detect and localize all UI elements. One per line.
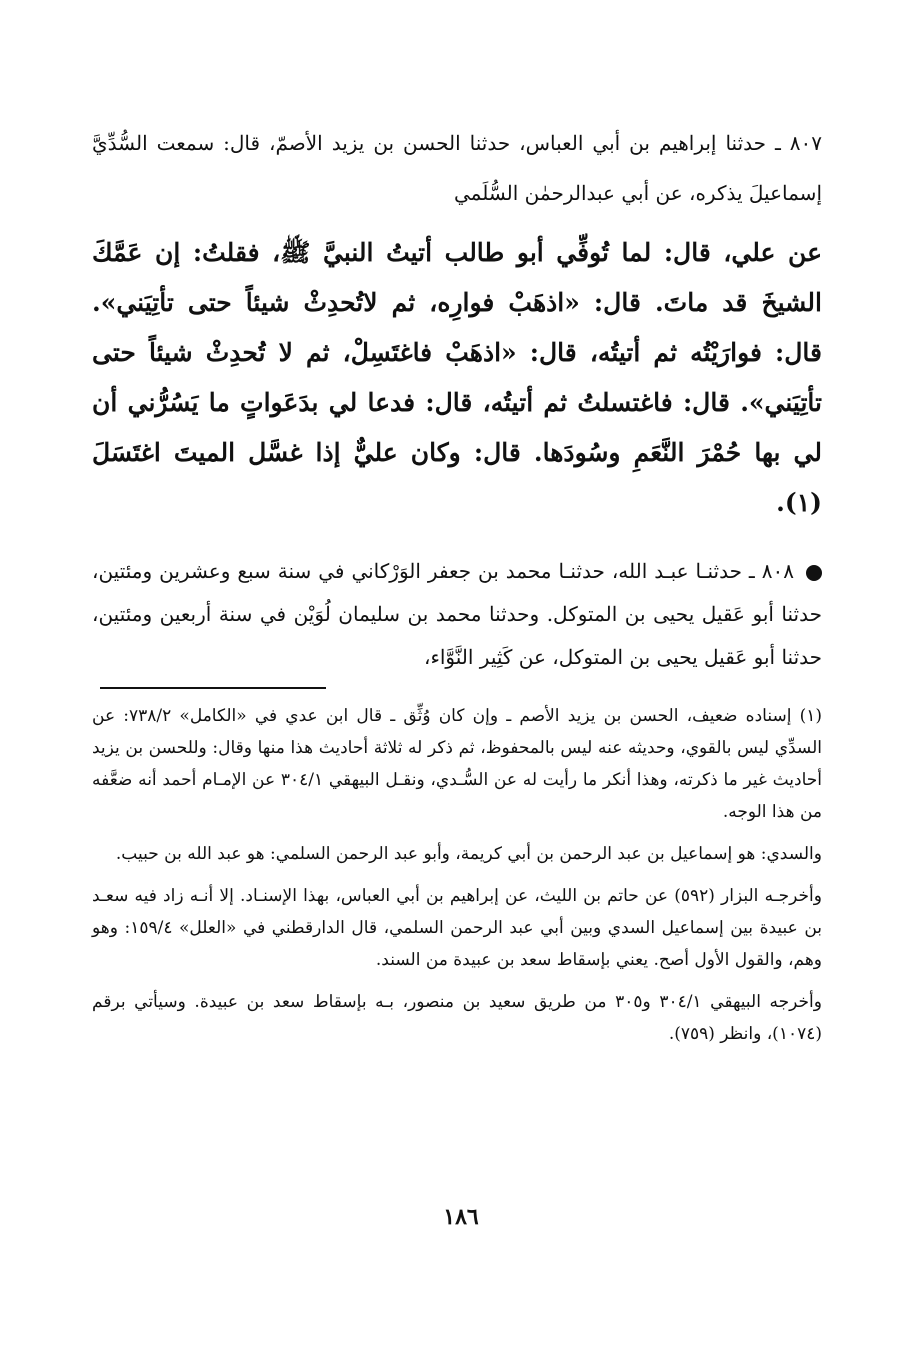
bullet-icon xyxy=(806,565,822,581)
hadith-807-isnad: ٨٠٧ ـ حدثنا إبراهيم بن أبي العباس، حدثنا الحسن بن يزيد الأصمّ، قال: سمعت السُّدِّيَّ إسماعيلَ يذكره، عن أبي عبدالرحمٰن السُّلَمي xyxy=(92,131,822,205)
main-text xyxy=(92,118,822,679)
footnote-1: (١) إسناده ضعيف، الحسن بن يزيد الأصم ـ وإن كان وُثِّق ـ قال ابن عدي في «الكامل» ٧٣٨/٢: عن السدِّي ليس بالقوي، وحديثه عنه ليس بالمحفوظ، ثم ذكر له ثلاثة أحاديث هذا منها وقال: وللحسن بن يزيد أحاديث غير ما ذكرته، وهذا أنكر ما رأيت له عن السُّـدي، ونقـل البيهقي ٣٠٤/١ عن الإمـام أحمد أنه ضعَّفه من هذا الوجه. xyxy=(92,706,822,822)
page-number: ١٨٦ xyxy=(443,1204,479,1230)
footnotes xyxy=(92,700,822,1060)
footnote-1-sadi: والسدي: هو إسماعيل بن عبد الرحمن بن أبي كريمة، وأبو عبد الرحمن السلمي: هو عبد الله بن حبيب. xyxy=(115,844,822,864)
footnote-separator xyxy=(100,687,326,689)
hadith-807-matn: عن علي، قال: لما تُوفِّي أبو طالب أتيتُ النبيَّ ﷺ، فقلتُ: إن عَمَّكَ الشيخَ قد ماتَ. قال: «اذهَبْ فوارِه، ثم لاتُحدِثْ شيئاً حتى تأتِيَني». قال: فوارَيْتُه ثم أتيتُه، قال: «اذهَبْ فاغتَسِلْ، ثم لا تُحدِثْ شيئاً حتى تأتِيَني». قال: فاغتسلتُ ثم أتيتُه، قال: فدعا لي بدَعَواتٍ ما يَسُرُّني أن لي بها حُمْرَ النَّعَمِ وسُودَها. قال: وكان عليٌّ إذا غسَّل الميتَ اغتَسَلَ (١). xyxy=(92,238,822,517)
footnote-1-bazzar: وأخرجـه البزار (٥٩٢) عن حاتم بن الليث، عن إبراهيم بن أبي العباس، بهذا الإسنـاد. إلا أنـه زاد فيه سعـد بن عبيدة بين إسماعيل السدي وبين أبي عبد الرحمن السلمي، قال الدارقطني في «العلل» ١٥٩/٤: وهو وهم، والقول الأول أصح. يعني بإسقاط سعد بن عبيدة من السند. xyxy=(92,886,822,970)
hadith-808-text: ٨٠٨ ـ حدثنـا عبـد الله، حدثنـا محمد بن جعفر الوَرْكاني في سنة سبع وعشرين ومئتين، حدثنا أبو عَقيل يحيى بن المتوكل. وحدثنا محمد بن سليمان لُوَيْن في سنة أربعين ومئتين، حدثنا أبو عَقيل يحيى بن المتوكل، عن كَثِير النَّوَّاء، xyxy=(92,559,822,669)
hadith-808 xyxy=(92,550,822,679)
footnote-1-bayhaqi: وأخرجه البيهقي ٣٠٤/١ و٣٠٥ من طريق سعيد بن منصور، بـه بإسقاط سعد بن عبيدة. وسيأتي برقم (١٠٧٤)، وانظر (٧٥٩). xyxy=(92,992,822,1044)
